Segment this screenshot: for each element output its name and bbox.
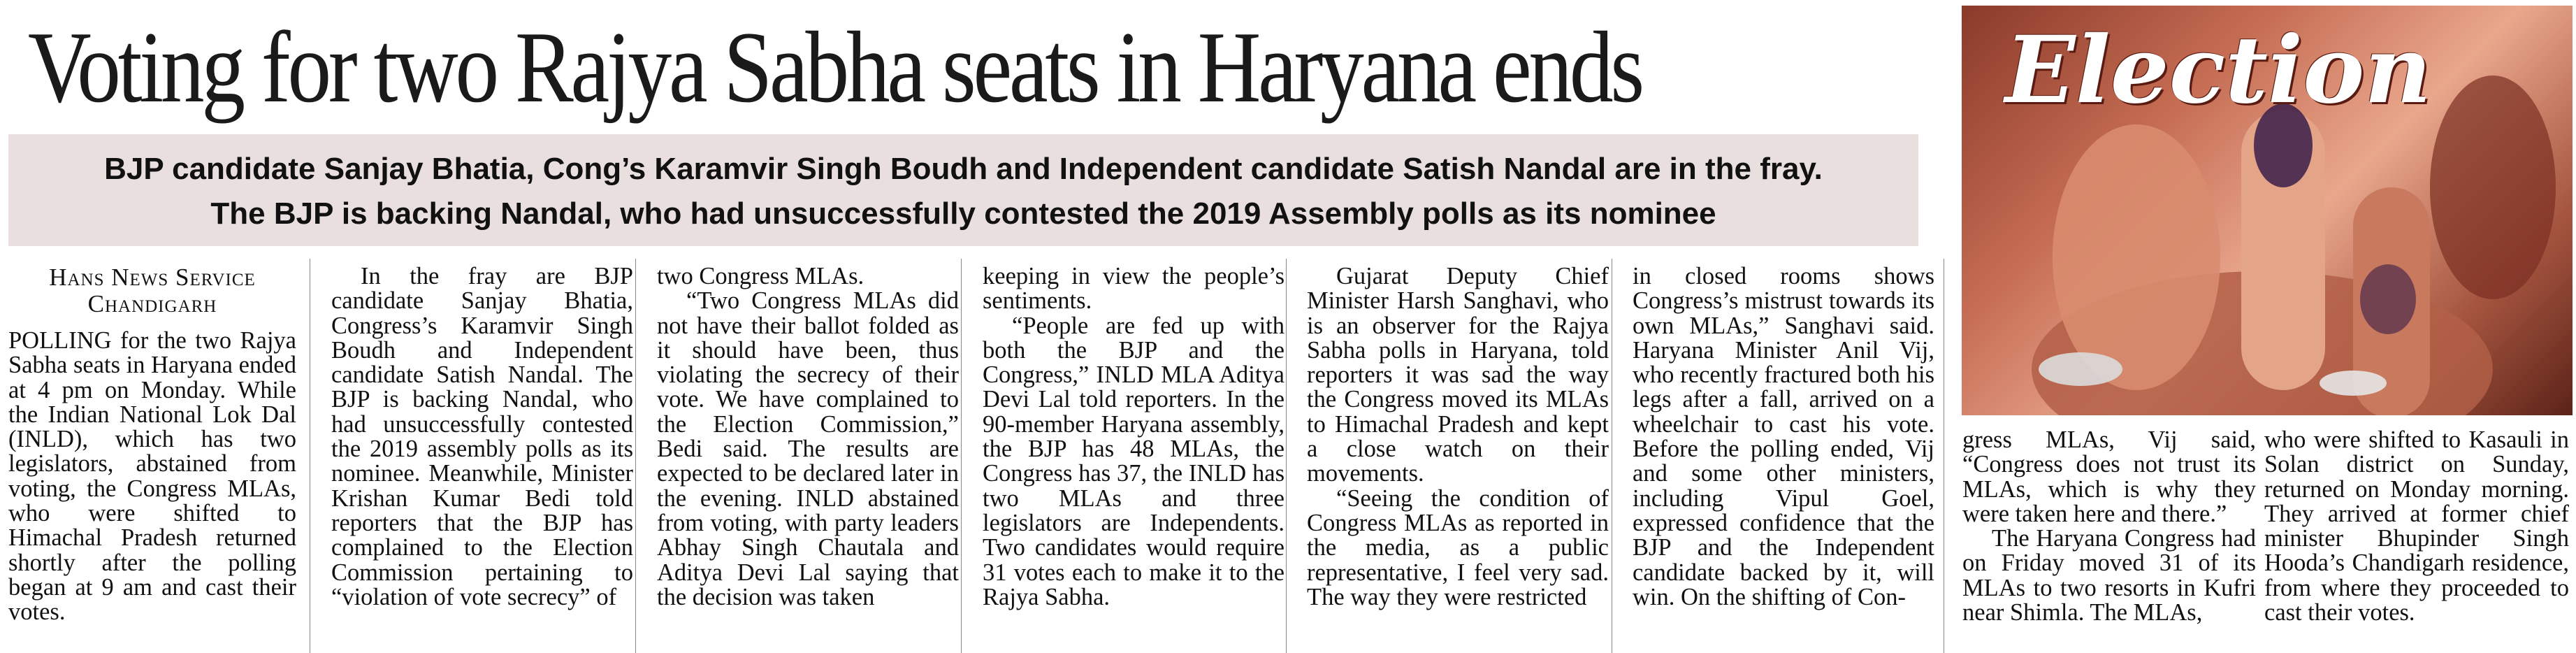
article-paragraph: In the fray are BJP candidate Sanjay Bhatia, Congress’s Karamvir Singh Boudh and Independent candidate Satish Nandal. The BJP is backing Nandal, who had unsuccessfully contested the 2019 assembly polls as its nominee. Meanwhile, Minister Krishan Kumar Bedi told reporters that the BJP has complained to the Election Commission pertaining to “violation of vote secrecy” of bbox=[331, 264, 633, 610]
column-rule bbox=[635, 259, 636, 653]
byline-agency: Hans News Service bbox=[49, 264, 256, 291]
article-column-7 bbox=[1962, 428, 2256, 653]
article-paragraph: gress MLAs, Vij said, “Congress does not trust its MLAs, which is why they were taken here and there.” bbox=[1962, 428, 2256, 527]
article-paragraph: POLLING for the two Rajya Sabha seats in Haryana ended at 4 pm on Monday. While the Indian National Lok Dal (INLD), which has two legislators, abstained from voting, the Congress MLAs, who were shifted to Himachal Pradesh returned shortly after the polling began at 9 am and cast their votes. bbox=[8, 327, 296, 626]
deck-line-1: BJP candidate Sanjay Bhatia, Cong’s Karamvir Singh Boudh and Independent candidate Satish Nandal are in the fray. bbox=[104, 152, 1823, 186]
article-column-3 bbox=[657, 264, 959, 653]
article-column-6 bbox=[1633, 264, 1934, 653]
column-rule bbox=[961, 259, 962, 653]
deck bbox=[8, 134, 1918, 246]
article-column-1 bbox=[8, 264, 296, 653]
article-paragraph: “Seeing the condition of Congress MLAs as reported in the media, as a public representative, I feel very sad. The way they were restricted bbox=[1307, 485, 1609, 610]
article-paragraph: Gujarat Deputy Chief Minister Harsh Sanghavi, who is an observer for the Rajya Sabha polls in Haryana, told reporters it was sad the way the Congress moved its MLAs to Himachal Pradesh and kept a close watch on their movements. bbox=[1307, 264, 1609, 487]
article-paragraph: in closed rooms shows Congress’s mistrust towards its own MLAs,” Sanghavi said. Haryana Minister Anil Vij, who recently fractured both his legs after a fall, arrived on a wheelchair to cast his vote. Before the polling ended, Vij and some other ministers, including Vipul Goel, expressed confidence that the BJP and the Independent candidate backed by it, will win. On the shifting of Con- bbox=[1633, 264, 1934, 610]
article-paragraph: The Haryana Congress had on Friday moved 31 of its MLAs to two resorts in Kufri near Shimla. The MLAs, bbox=[1962, 525, 2256, 626]
article-column-2 bbox=[331, 264, 633, 653]
headline: Voting for two Rajya Sabha seats in Haryana ends bbox=[28, 10, 1642, 124]
article-paragraph: “Two Congress MLAs did not have their ballot folded as it should have been, thus violating the secrecy of their vote. We have complained to the Election Commission,” Bedi said. The results are expected to be declared later in the evening. INLD abstained from voting, with party leaders Abhay Singh Chautala and Aditya Devi Lal saying that the decision was taken bbox=[657, 287, 959, 610]
article-paragraph: “People are fed up with both the BJP and the Congress,” INLD MLA Aditya Devi Lal told reporters. In the 90-member Haryana assembly, the BJP has 48 MLAs, the Congress has 37, the INLD has two MLAs and three legislators are Independents. Two candidates would require 31 votes each to make it to the Rajya Sabha. bbox=[983, 312, 1285, 610]
article-column-4 bbox=[983, 264, 1285, 653]
article-paragraph: who were shifted to Kasauli in Solan district on Sunday, returned on Monday morning. They arrived at former chief minister Bhupinder Singh Hooda’s Chandigarh residence, from where they proceeded to cast their votes. bbox=[2264, 428, 2569, 626]
article-paragraph: two Congress MLAs. bbox=[657, 264, 864, 289]
byline bbox=[8, 264, 296, 317]
article-column-5 bbox=[1307, 264, 1609, 653]
deck-line-2: The BJP is backing Nandal, who had unsuccessfully contested the 2019 Assembly polls as its nominee bbox=[210, 196, 1716, 231]
column-rule bbox=[1286, 259, 1287, 653]
article-paragraph: keeping in view the people’s sentiments. bbox=[983, 264, 1285, 315]
byline-place: Chandigarh bbox=[87, 290, 217, 317]
article-column-8 bbox=[2264, 428, 2569, 653]
election-photo bbox=[1962, 6, 2573, 415]
election-label: Election bbox=[2005, 16, 2432, 124]
